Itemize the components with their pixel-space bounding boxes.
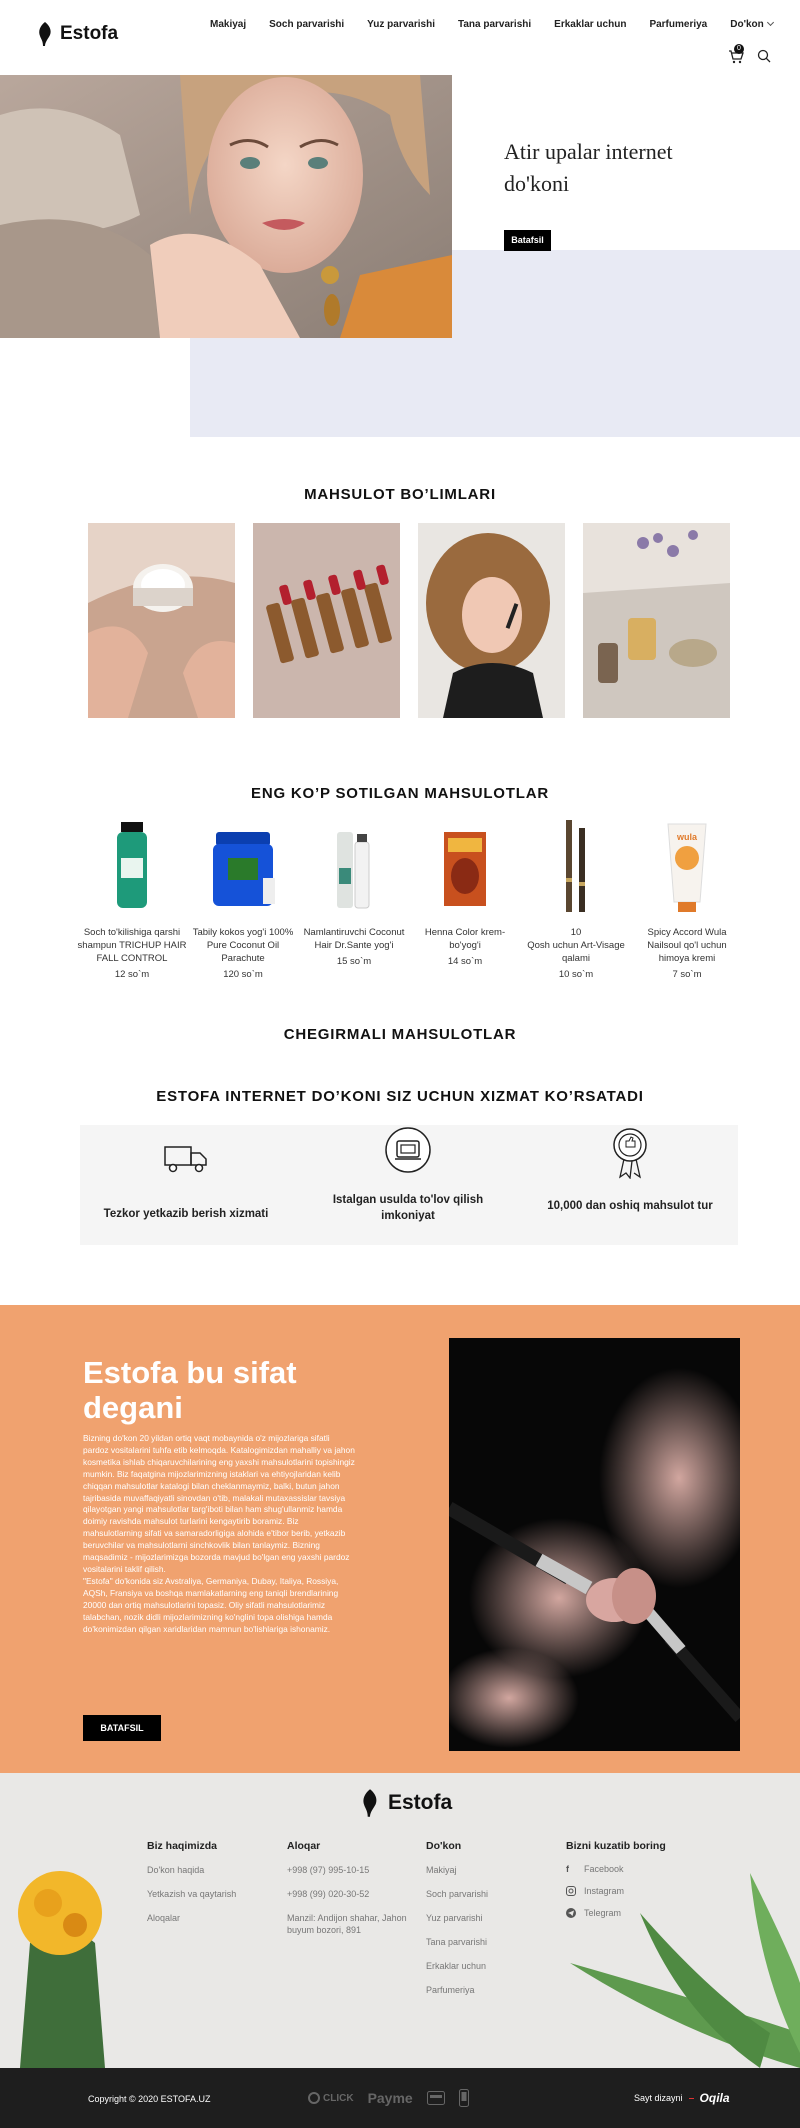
footer-link[interactable]: Do'kon haqida	[147, 1865, 205, 1875]
copyright-text: Copyright © 2020 ESTOFA.UZ	[88, 2094, 211, 2104]
footer-link[interactable]: Makiyaj	[426, 1865, 457, 1875]
product-image	[410, 818, 520, 918]
makeup-brushes-powder-image	[449, 1338, 740, 1751]
product-name: 10 Qosh uchun Art-Visage qalami	[527, 927, 625, 964]
award-icon	[610, 1125, 650, 1179]
logo-text: Estofa	[60, 23, 119, 44]
click-logo-text: CLICK	[323, 2092, 354, 2104]
product-price: 120 so`m	[223, 969, 263, 980]
product-name: Soch to'kilishiga qarshi shampun TRICHUP HAIR FALL CONTROL	[77, 927, 187, 964]
logo[interactable]	[38, 22, 118, 46]
designer-label: Sayt dizayni	[634, 2093, 683, 2103]
promo-image	[449, 1338, 740, 1751]
nav-item-dokon[interactable]	[730, 19, 773, 30]
footer-shop-column	[426, 1840, 488, 2008]
site-header	[0, 0, 800, 75]
truck-icon	[161, 1139, 211, 1179]
product-price: 15 so`m	[336, 956, 372, 967]
social-link-instagram[interactable]	[566, 1886, 666, 1896]
shampoo-bottle-image	[77, 818, 187, 918]
search-icon[interactable]	[757, 49, 771, 63]
designer-brand: Oqila	[699, 2091, 730, 2105]
categories-title: MAHSULOT BO’LIMLARI	[304, 486, 496, 503]
product-card[interactable]	[77, 818, 187, 980]
main-nav	[210, 19, 773, 30]
service-item	[86, 1125, 286, 1222]
cactus-decoration	[0, 1833, 120, 2068]
product-price: 12 so`m	[114, 969, 150, 980]
category-card-makeup[interactable]	[253, 523, 400, 718]
product-image	[521, 818, 631, 918]
service-label: Tezkor yetkazib berish xizmati	[103, 1208, 269, 1220]
product-image	[77, 818, 187, 918]
payment-icon	[383, 1125, 433, 1175]
nav-item-tana[interactable]: Tana parvarishi	[457, 19, 532, 30]
promo-text: Bizning do'kon 20 yildan ortiq vaqt mobaynida o'z mijozlariga sifatli pardoz vositalarini tuhfa etib kelmoqda. Katalogimizdan mahalliy va jahon kosmetika ishlab chiqaruvchilarining eng yaxshi mahsulotlarini topishingiz mumkin. Biz faqatgina mijozlarimizning istaklari va ehtiyojlaridan kelib chiqqan mahsulotlar katalogi bilan cheklanmaymiz, balki, butun jahon tajribasida muvaffaqiyatli sinovdan o'tib, malakali mutaxassislar tavsiya qilayotgan yangi mahsulotlar targ'iboti bilan ham shug'ullanmiz hamda doimiy ravishda mahsulot turlarini kengaytirib boramiz. Biz mahsulotlarning sifati va samaradorligiga alohida e'tibor berib, yetkazib beruvchilar va mahsulotlarni sinchkovlik bilan tanlaymiz. Bizning maqsadimiz - mijozlarimizga bozorda mavjud bo'lgan eng yaxshi pardoz vositalarini taklif qilish. "Estofa" do'konida siz Avstraliya, Germaniya, Dubay, Italiya, Rossiya, AQSh, Fransiya va boshqa mamlakatlarning eng taniqli brendlarining 20000 dan ortiq mahsulotlarini topasiz. Oliy sifatli mahsulotlarimiz talabchan, nozik didli mijozlarimizning ko'nglini topa olishiga hamda do'konimizdan qilgan xaridlaridan mamnun bo'lishlariga ishonamiz.	[83, 1433, 355, 1634]
nav-item-parfumeriya[interactable]: Parfumeriya	[649, 19, 708, 30]
category-card-skincare[interactable]	[88, 523, 235, 718]
product-name: Henna Color krem-bo'yog'i	[424, 927, 506, 951]
service-item	[530, 1125, 730, 1214]
product-image	[299, 818, 409, 918]
nav-item-soch[interactable]: Soch parvarishi	[269, 19, 345, 30]
discounts-title: CHEGIRMALI MAHSULOTLAR	[283, 1026, 517, 1043]
footer-link[interactable]: Soch parvarishi	[426, 1889, 489, 1899]
product-card[interactable]	[632, 818, 742, 980]
footer-address: Manzil: Andijon shahar, Jahon buyum bozori, 891	[287, 1913, 407, 1935]
hero-model-illustration	[0, 75, 452, 338]
henna-box-image	[410, 818, 520, 918]
hero-title: Atir upalar internet do'koni	[504, 139, 673, 196]
service-label: Istalgan usulda to'lov qilish imkoniyat	[332, 1194, 484, 1222]
click-icon	[308, 2092, 320, 2104]
product-image	[632, 818, 742, 918]
hair-oil-bottle-image	[299, 818, 409, 918]
product-name: Tabily kokos yog'i 100% Pure Coconut Oil Parachute	[192, 927, 294, 964]
footer-link[interactable]: Yetkazish va qaytarish	[147, 1889, 237, 1899]
cream-jar-image	[88, 523, 235, 718]
footer-logo-text: Estofa	[388, 1791, 453, 1814]
social-link-telegram[interactable]	[566, 1908, 666, 1918]
footer-shop-title: Do'kon	[426, 1840, 462, 1852]
site-footer	[0, 1773, 800, 2068]
eyebrow-pencil-image	[521, 818, 631, 918]
category-card-haircare[interactable]	[418, 523, 565, 718]
promo-details-button[interactable]: BATAFSIL	[83, 1715, 161, 1741]
curly-hair-model-image	[418, 523, 565, 718]
click-logo	[308, 2092, 354, 2104]
nav-item-makiyaj[interactable]: Makiyaj	[210, 19, 247, 30]
product-card[interactable]	[410, 818, 520, 967]
product-image	[188, 818, 298, 918]
footer-link[interactable]: Erkaklar uchun	[426, 1961, 487, 1971]
footer-link[interactable]: Tana parvarishi	[426, 1937, 488, 1947]
product-name: Spicy Accord Wula Nailsoul qo'l uchun himoya kremi	[647, 927, 727, 964]
nav-item-dokon-label: Do'kon	[730, 19, 764, 30]
product-price: 14 so`m	[447, 956, 483, 967]
social-link-facebook[interactable]	[566, 1864, 666, 1874]
footer-logo[interactable]	[362, 1789, 452, 1817]
nav-item-yuz[interactable]: Yuz parvarishi	[367, 19, 435, 30]
quality-promo-section	[0, 1305, 800, 1773]
footer-link[interactable]: Parfumeriya	[426, 1985, 475, 1995]
phone-icon	[459, 2089, 469, 2107]
designer-credit[interactable]	[634, 2091, 730, 2105]
cart-count-badge: 0	[734, 44, 744, 54]
telegram-icon	[566, 1908, 576, 1918]
leaf-logo-icon	[38, 22, 52, 46]
bestsellers-title: ENG KO’P SOTILGAN MAHSULOTLAR	[251, 785, 549, 802]
instagram-icon	[566, 1886, 576, 1896]
coconut-oil-jar-image	[188, 818, 298, 918]
svg-text:wula: wula	[676, 832, 698, 842]
footer-social-column	[566, 1840, 666, 1930]
product-price: 10 so`m	[558, 969, 594, 980]
social-link-label: Telegram	[584, 1908, 622, 1918]
bottom-bar	[0, 2068, 800, 2128]
payment-logos	[308, 2089, 469, 2107]
product-card[interactable]	[521, 818, 631, 980]
chevron-down-icon	[767, 19, 774, 26]
promo-title: Estofa bu sifat degani	[83, 1355, 297, 1425]
hero-image	[0, 75, 452, 338]
product-card[interactable]	[188, 818, 298, 980]
category-card-aroma[interactable]	[583, 523, 730, 718]
payme-logo: Payme	[367, 2090, 413, 2106]
social-link-label: Facebook	[584, 1864, 624, 1874]
footer-about-title: Biz haqimizda	[147, 1840, 218, 1852]
nav-item-erkaklar[interactable]: Erkaklar uchun	[554, 19, 627, 30]
product-price: 7 so`m	[672, 969, 702, 980]
footer-contact-column	[287, 1840, 407, 1948]
lipsticks-image	[253, 523, 400, 718]
hero-details-button[interactable]: Batafsil	[504, 230, 551, 251]
footer-phone[interactable]: +998 (99) 020-30-52	[287, 1889, 370, 1899]
service-label: 10,000 dan oshiq mahsulot tur	[547, 1200, 713, 1212]
hand-cream-tube-image	[632, 818, 742, 918]
social-link-label: Instagram	[584, 1886, 625, 1896]
footer-link[interactable]: Aloqalar	[147, 1913, 181, 1923]
footer-social-title: Bizni kuzatib boring	[566, 1840, 666, 1852]
product-card[interactable]	[299, 818, 409, 967]
product-name: Namlantiruvchi Coconut Hair Dr.Sante yog'i	[303, 927, 405, 951]
service-item	[308, 1125, 508, 1224]
card-icon	[427, 2091, 445, 2105]
footer-phone[interactable]: +998 (97) 995-10-15	[287, 1865, 370, 1875]
footer-link[interactable]: Yuz parvarishi	[426, 1913, 483, 1923]
services-title: ESTOFA INTERNET DO’KONI SIZ UCHUN XIZMAT KO’RSATADI	[156, 1088, 644, 1105]
footer-contact-title: Aloqar	[287, 1840, 321, 1852]
footer-about-column	[147, 1840, 236, 1936]
designer-separator	[689, 2098, 694, 2099]
facebook-icon: f	[566, 1864, 569, 1874]
leaf-logo-icon	[362, 1789, 378, 1817]
services-panel	[80, 1125, 738, 1245]
oils-lavender-image	[583, 523, 730, 718]
